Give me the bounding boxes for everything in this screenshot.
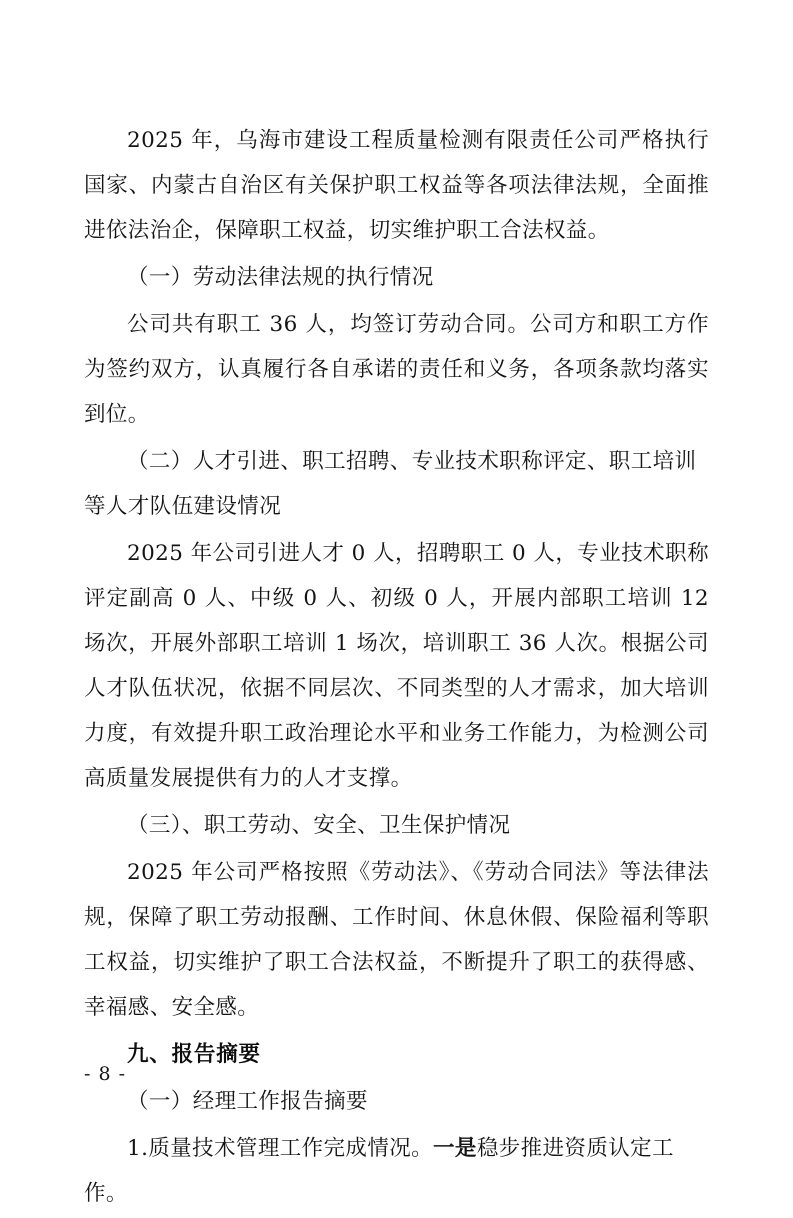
paragraph-labor-rights: 2025 年公司严格按照《劳动法》、《劳动合同法》等法律法规，保障了职工劳动报酬、工作时间、休息休假、保险福利等职工权益，切实维护了职工合法权益，不断提升了职工的获得感、幸福感、安全感。	[84, 860, 709, 1020]
subheading-manager-report-summary: （一）经理工作报告摘要	[127, 1089, 368, 1114]
paragraph-labor-contracts: 公司共有职工 36 人，均签订劳动合同。公司方和职工方作为签约双方，认真履行各自承诺的责任和义务，各项条款均落实到位。	[84, 312, 709, 427]
section-heading-report-summary: 九、报告摘要	[127, 1042, 261, 1067]
page-number: - 8 -	[84, 1063, 127, 1085]
last-line-prefix: 1.质量技术管理工作完成情况。	[127, 1136, 434, 1161]
last-line-suffix: 稳步推进资质认定工作。	[84, 1136, 674, 1206]
document-body	[84, 118, 709, 1218]
paragraph-talent-statistics: 2025 年公司引进人才 0 人，招聘职工 0 人，专业技术职称评定副高 0 人、中级 0 人、初级 0 人，开展内部职工培训 12 场次，开展外部职工培训 1 场次，培训职工 36 人次。根据公司人才队伍状况，依据不同层次、不同类型的人才需求，加大培训力度，有效提升职工政治理论水平和业务工作能力，为检测公司高质量发展提供有力的人才支撑。	[84, 541, 709, 791]
last-line-emphasis: 一是	[433, 1136, 477, 1161]
subheading-labor-law-execution: （一）劳动法律法规的执行情况	[127, 265, 434, 290]
subheading-labor-safety-health: （三）、职工劳动、安全、卫生保护情况	[127, 813, 511, 838]
paragraph-intro: 2025 年，乌海市建设工程质量检测有限责任公司严格执行国家、内蒙古自治区有关保护职工权益等各项法律法规，全面推进依法治企，保障职工权益，切实维护职工合法权益。	[84, 128, 709, 243]
paragraph-quality-management-item	[84, 1126, 709, 1216]
subheading-talent-team-building: （二）人才引进、职工招聘、专业技术职称评定、职工培训等人才队伍建设情况	[84, 449, 697, 519]
